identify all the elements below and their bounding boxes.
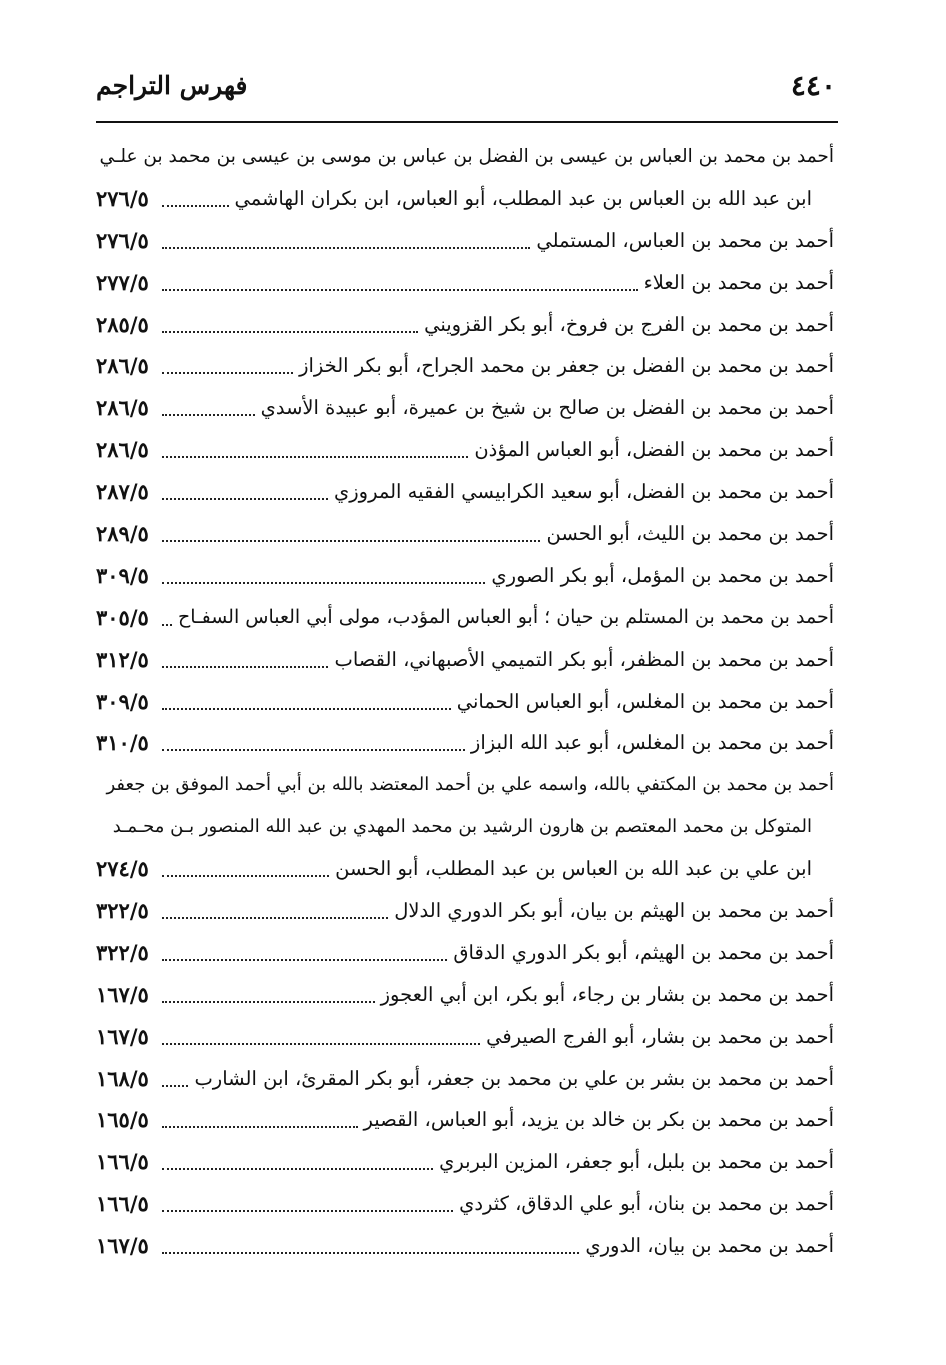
leader-dots — [162, 289, 638, 291]
entry-text: أحمد بن محمد بن المؤمل، أبو بكر الصوري — [491, 563, 834, 587]
leader-dots — [162, 1126, 358, 1128]
index-entry — [96, 722, 834, 764]
index-entry — [96, 136, 834, 178]
entry-text: أحمد بن محمد بن الفضل بن جعفر بن محمد الجراح، أبو بكر الخزاز — [299, 354, 834, 378]
leader-dots — [162, 1001, 375, 1003]
leader-dots — [162, 917, 388, 919]
index-entry — [96, 429, 834, 471]
entry-text: أحمد بن محمد بن بنان، أبو علي الدقاق، كثردي — [459, 1192, 834, 1216]
volume-page-ref: ٣٢٢/٥ — [96, 939, 149, 965]
index-entry — [96, 471, 834, 513]
biography-index — [96, 136, 834, 1267]
volume-page-ref: ١٦٨/٥ — [96, 1065, 149, 1091]
index-entry — [96, 1141, 834, 1183]
page-header — [96, 66, 836, 106]
volume-page-ref: ٣١٠/٥ — [96, 730, 149, 756]
volume-page-ref: ١٦٧/٥ — [96, 981, 149, 1007]
leader-dots — [162, 456, 468, 458]
leader-dots — [162, 331, 418, 333]
index-entry — [96, 220, 834, 262]
entry-text: أحمد بن محمد بن العباس بن عيسى بن الفضل بن عباس بن موسى بن عيسى بن محمد بن علـي — [99, 146, 834, 167]
volume-page-ref: ١٦٥/٥ — [96, 1107, 149, 1133]
volume-page-ref: ٣٠٥/٥ — [96, 604, 149, 630]
volume-page-ref: ٣٠٩/٥ — [96, 688, 149, 714]
entry-text: أحمد بن محمد بن العلاء — [643, 270, 834, 294]
index-entry — [96, 1225, 834, 1267]
volume-page-ref: ٢٧٦/٥ — [96, 185, 149, 211]
volume-page-ref: ٢٨٦/٥ — [96, 437, 149, 463]
entry-text: أحمد بن محمد بن العباس، المستملي — [536, 228, 834, 252]
entry-text: أحمد بن محمد بن بشر بن علي بن محمد بن جعفر، أبو بكر المقرئ، ابن الشارب — [194, 1066, 834, 1090]
leader-dots — [162, 1168, 433, 1170]
entry-text: أحمد بن محمد بن الفضل، أبو سعيد الكرابيسي الفقيه المروزي — [333, 480, 834, 504]
volume-page-ref: ١٦٧/٥ — [96, 1233, 149, 1259]
leader-dots — [162, 247, 530, 249]
header-rule — [96, 121, 838, 123]
entry-text: أحمد بن محمد بن المظفر، أبو بكر التميمي الأصبهاني، القصاب — [334, 647, 834, 671]
entry-text: أحمد بن محمد بن بيان، الدوري — [585, 1234, 834, 1258]
volume-page-ref: ٢٨٧/٥ — [96, 479, 149, 505]
entry-text: أحمد بن محمد بن الليث، أبو الحسن — [546, 522, 834, 546]
leader-dots — [162, 875, 329, 877]
index-entry — [96, 806, 834, 848]
index-entry — [96, 932, 834, 974]
volume-page-ref: ١٦٦/٥ — [96, 1191, 149, 1217]
index-entry — [96, 597, 834, 639]
entry-text: أحمد بن محمد بن الفرج بن فروخ، أبو بكر القزويني — [424, 312, 834, 336]
volume-page-ref: ٣١٢/٥ — [96, 646, 149, 672]
leader-dots — [162, 205, 229, 207]
entry-text: ابن علي بن عبد الله بن العباس بن عبد المطلب، أبو الحسن — [335, 857, 812, 881]
volume-page-ref: ٣٢٢/٥ — [96, 898, 149, 924]
leader-dots — [162, 959, 447, 961]
index-entry — [96, 513, 834, 555]
entry-text: أحمد بن محمد بن المستلم بن حيان ؛ أبو العباس المؤدب، مولى أبي العباس السفـاح — [177, 605, 834, 628]
index-entry — [96, 848, 834, 890]
index-entry — [96, 262, 834, 304]
entry-text: أحمد بن محمد بن المغلس، أبو عبد الله البزاز — [470, 731, 834, 755]
entry-text: أحمد بن محمد بن بلبل، أبو جعفر، المزين البربري — [439, 1150, 834, 1174]
entry-text: أحمد بن محمد بن المكتفي بالله، واسمه علي بن أحمد المعتضد بالله بن أبي أحمد الموفق بن جعفر — [106, 774, 834, 796]
index-entry — [96, 764, 834, 806]
index-entry — [96, 387, 834, 429]
leader-dots — [162, 624, 172, 626]
entry-text: المتوكل بن محمد المعتصم بن هارون الرشيد بن محمد المهدي بن عبد الله المنصور بـن محـمـد — [112, 816, 812, 838]
index-entry — [96, 1016, 834, 1058]
index-entry — [96, 555, 834, 597]
index-entry — [96, 639, 834, 681]
leader-dots — [162, 1252, 579, 1254]
leader-dots — [162, 498, 328, 500]
leader-dots — [162, 1043, 480, 1045]
leader-dots — [162, 1210, 453, 1212]
entry-text: أحمد بن محمد بن بشار بن رجاء، أبو بكر، ابن أبي العجوز — [380, 982, 834, 1006]
leader-dots — [162, 540, 540, 542]
entry-text: أحمد بن محمد بن بكر بن خالد بن يزيد، أبو العباس، القصير — [363, 1108, 834, 1132]
volume-page-ref: ٢٨٦/٥ — [96, 353, 149, 379]
leader-dots — [162, 372, 293, 374]
entry-text: أحمد بن محمد بن الهيثم، أبو بكر الدوري الدقاق — [453, 940, 834, 964]
volume-page-ref: ٢٨٩/٥ — [96, 521, 149, 547]
index-entry — [96, 890, 834, 932]
leader-dots — [162, 708, 451, 710]
volume-page-ref: ٢٨٦/٥ — [96, 395, 149, 421]
volume-page-ref: ٢٨٥/٥ — [96, 311, 149, 337]
index-entry — [96, 1183, 834, 1225]
index-entry — [96, 178, 834, 220]
entry-text: ابن عبد الله بن العباس بن عبد المطلب، أبو العباس، ابن بكران الهاشمي — [234, 186, 812, 210]
entry-text: أحمد بن محمد بن بشار، أبو الفرج الصيرفي — [486, 1024, 834, 1048]
index-entry — [96, 681, 834, 723]
volume-page-ref: ٣٠٩/٥ — [96, 562, 149, 588]
volume-page-ref: ١٦٧/٥ — [96, 1023, 149, 1049]
index-entry — [96, 974, 834, 1016]
leader-dots — [162, 749, 465, 751]
entry-text: أحمد بن محمد بن الفضل، أبو العباس المؤذن — [474, 438, 834, 462]
page-number: ٤٤٠ — [790, 69, 836, 102]
entry-text: أحمد بن محمد بن المغلس، أبو العباس الحماني — [456, 689, 834, 713]
running-title: فهرس التراجم — [96, 71, 248, 100]
volume-page-ref: ٢٧٦/٥ — [96, 227, 149, 253]
leader-dots — [162, 666, 328, 668]
volume-page-ref: ٢٧٧/٥ — [96, 269, 149, 295]
index-entry — [96, 304, 834, 346]
entry-text: أحمد بن محمد بن الهيثم بن بيان، أبو بكر الدوري الدلال — [394, 899, 834, 923]
volume-page-ref: ١٦٦/٥ — [96, 1149, 149, 1175]
index-entry — [96, 345, 834, 387]
volume-page-ref: ٢٧٤/٥ — [96, 856, 149, 882]
entry-text: أحمد بن محمد بن الفضل بن صالح بن شيخ بن عميرة، أبو عبيدة الأسدي — [260, 396, 834, 420]
index-entry — [96, 1058, 834, 1100]
index-entry — [96, 1099, 834, 1141]
leader-dots — [162, 1085, 188, 1087]
leader-dots — [162, 582, 485, 584]
leader-dots — [162, 414, 255, 416]
